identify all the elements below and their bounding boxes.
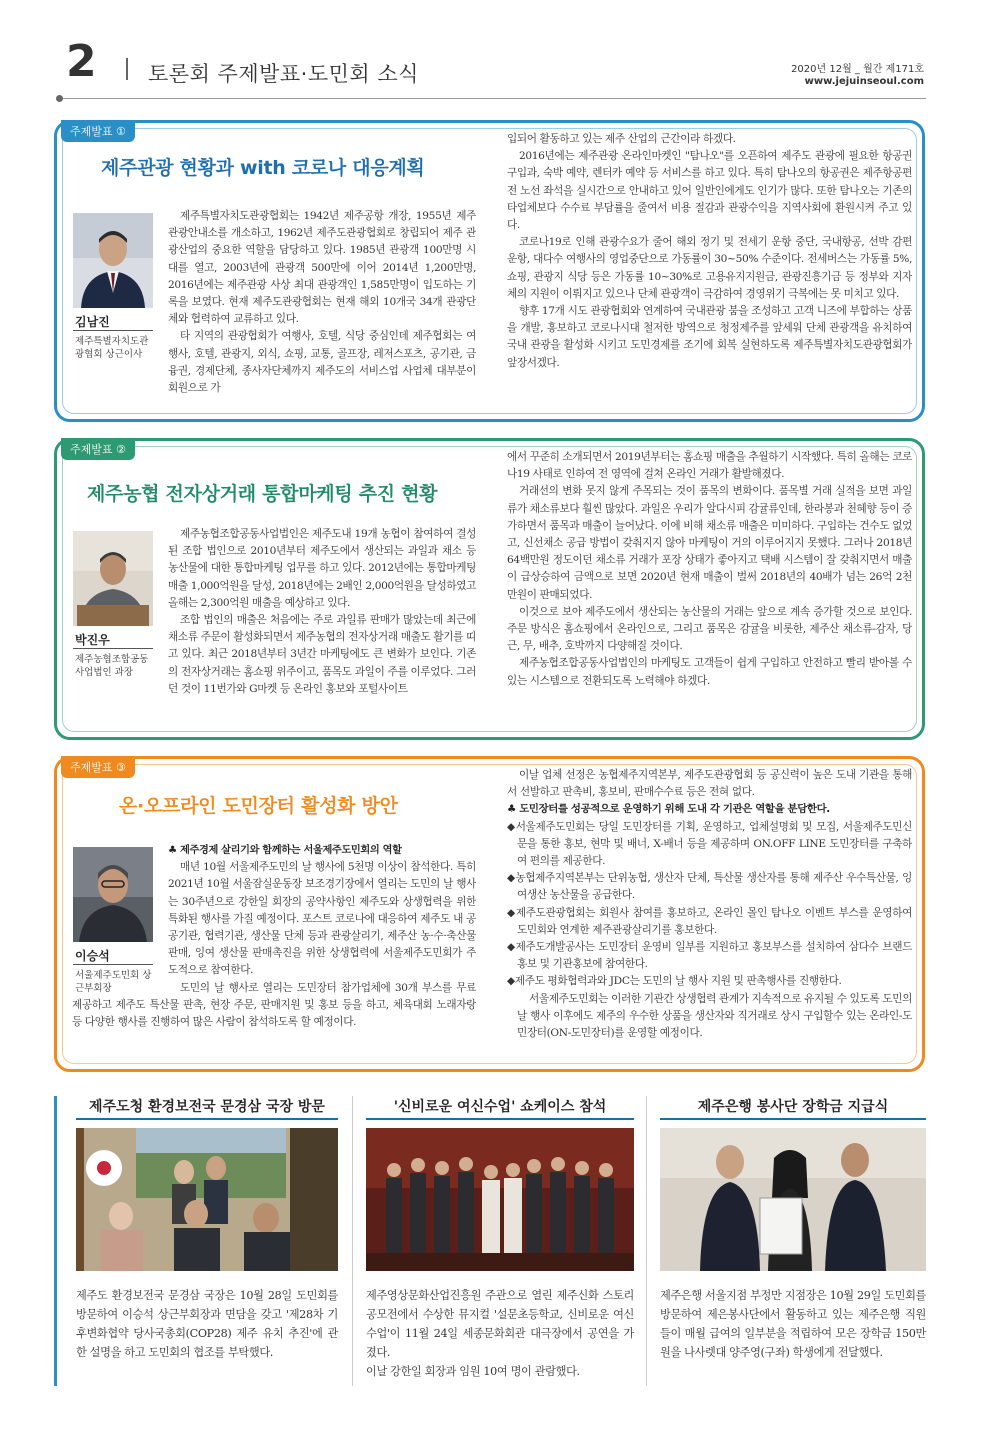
topic3-left-text-wrap — [72, 842, 476, 1064]
paragraph: 이날 업체 선정은 농협제주지역본부, 제주도관광협회 등 공신력이 높은 도내 기관을 통해서 선발하고 판촉비, 홍보비, 판매수수료 등은 전혀 없다. — [507, 769, 912, 799]
paragraph: 매년 10월 서울제주도민의 날 행사에 5천명 이상이 참석한다. 특히 2021년 10월 서울잠실운동장 보조경기장에서 열리는 도민의 날 행사는 30주년으로 강한일 회장의 공약사항인 제주도와 상생협력을 위한 특화된 행사를 가질 예정이다. 포스트 코로나에 대응하여 제주도 내 공공기관, 협력기관, 생산물 단체 등과 관광살리기, 제주산 농·수·축산물 판매, 잉여 생산물 판매촉진을 위한 상생협력에 서울제주도민회가 주도적으로 참여한다. — [168, 861, 476, 977]
paragraph: 조합 법인의 매출은 처음에는 주로 과일류 판매가 많았는데 최근에 채소류 주문이 활성화되면서 제주농협의 전자상거래 매출도 활기를 띠고 있다. 최근 2018년부터 3년간 마케팅에도 큰 변화가 보인다. 기존의 전자상거래는 홈쇼핑 위주이고, 품목도 과일이 주를 이루었다. 그러던 것이 11번가와 G마켓 등 온라인 홍보와 포털사이트 — [168, 614, 476, 695]
paragraph: 제주농협조합공동사업법인은 제주도내 19개 농협이 참여하여 결성된 조합 법인으로 2010년부터 제주도에서 생산되는 과일과 채소 등 농산물에 대한 통합마케팅 업무를 하고 있다. 2012년에는 통합마케팅 매출 1,000억원을 달성, 2018년에는 2배인 2,000억원을 달성하였고 올해는 2,300억원 매출을 예상하고 있다. — [168, 528, 476, 609]
news-photo-1 — [76, 1128, 338, 1271]
subheading: ♣ 도민장터를 성공적으로 운영하기 위해 도내 각 기관은 역할을 분담한다. — [507, 803, 830, 816]
speaker-role-2: 제주농협조합공동사업법인 과장 — [75, 654, 149, 678]
speaker-role-1: 제주특별자치도관광협회 상근이사 — [75, 336, 149, 360]
topic-title-2: 제주농협 전자상거래 통합마케팅 추진 현황 — [87, 483, 438, 505]
paragraph: 서울제주도민회는 이러한 기관간 상생협력 관계가 지속적으로 유지될 수 있도록 도민의 날 행사 이후에도 제주의 우수한 상품을 생산자와 직거래로 상시 구입할수 있는 온라인-도민장터(ON-도민장터)를 운영할 예정이다. — [517, 992, 912, 1040]
news-photo-3 — [660, 1128, 926, 1271]
paragraph: 향후 17개 시도 관광협회와 연계하여 국내관광 붐을 조성하고 고객 니즈에 부합하는 상품을 개발, 홍보하고 코로나시대 철저한 방역으로 청정제주를 앞세워 단체 관광객을 유치하여 국내 관광을 활성화 시키고 도민경제를 조기에 회복 실현하도록 제주특별자치도관광협회가 앞장서겠다. — [507, 305, 912, 369]
news-text-3: 제주은행 서울지점 부정만 지점장은 10월 29일 도민회를 방문하여 제은봉사단에서 활동하고 있는 제주은행 직원들이 매월 급여의 일부분을 적립하여 모은 장학금 150만원을 나사렛대 양주영(구좌) 학생에게 전달했다. — [660, 1289, 926, 1359]
topic-title-1: 제주관광 현황과 with 코로나 대응계획 — [101, 157, 425, 179]
paragraph: 2016년에는 제주관광 온라인마켓인 "탐나오"를 오픈하여 제주도 관광에 필요한 항공권 구입과, 숙박 예약, 렌터카 예약 등 서비스를 하고 있다. 특히 탐나오의 항공권은 제주항공편 전 노선 좌석을 실시간으로 안내하고 있어 일반인에게도 인기가 많다. 또한 탐나오는 기존의 타업체보다 수수료 부담률을 줄여서 비용 절감과 관광수익을 지역사회에 환원시켜 주고 있다. — [507, 150, 912, 232]
topic2-left-text-wrap — [72, 526, 476, 732]
speaker-role-3: 서울제주도민회 상근부회장 — [75, 970, 152, 994]
paragraph: 제주농협조합공동사업법인의 마케팅도 고객들이 쉽게 구입하고 안전하고 빨리 받아볼 수 있는 시스템으로 전환되도록 노력해야 하겠다. — [507, 657, 912, 687]
issue-info: 2020년 12월 _ 월간 제171호 — [791, 64, 924, 75]
website-url[interactable]: www.jejuinseoul.com — [804, 76, 924, 87]
topic1-left-text-wrap — [72, 208, 476, 414]
news-text-2 — [366, 1286, 634, 1381]
topic2-right-column — [507, 449, 912, 739]
header-divider — [126, 58, 128, 80]
news-left-accent — [54, 1096, 57, 1386]
list-item: ◆제주도 평화협력과와 JDC는 도민의 날 행사 지원 및 판촉행사를 진행한다. — [507, 975, 842, 988]
news-photo-2 — [366, 1128, 634, 1271]
list-item: ◆서울제주도민회는 당일 도민장터를 기획, 운영하고, 업체설명회 및 모집, 서울제주도민신문을 통한 홍보, 현막 및 배너, X-배너 등을 제공하며 ON.OFF LINE 도민장터를 구축하여 편의를 제공한다. — [507, 820, 912, 868]
paragraph: 입되어 활동하고 있는 제주 산업의 근간이라 하겠다. — [507, 133, 736, 145]
header-dot — [56, 95, 63, 102]
news-title-2: '신비로운 여신수업' 쇼케이스 참석 — [393, 1099, 607, 1115]
news-title-1: 제주도청 환경보전국 문경삼 국장 방문 — [89, 1099, 325, 1115]
paragraph: 제주특별자치도관광협회는 1942년 제주공항 개장, 1955년 제주관광안내소를 개소하고, 1962년 제주도관광협회로 창립되어 제주 관광산업의 중요한 역할을 담당하고 있다. 1985년 관광객 100만명 시대를 열고, 2003년에 관광객 500만에 이어 2014년 1,200만명, 2016년에는 제주관광 사상 최대 관광객인 1,585만명이 입도하는 기록을 보였다. 현재 제주도관광협회는 현재 해외 10개국 34개 관광단체와 협력하여 교류하고 있다. — [168, 210, 476, 326]
speaker-name-1: 김남진 — [75, 315, 110, 329]
paragraph: 에서 꾸준히 소개되면서 2019년부터는 홈쇼핑 매출을 추월하기 시작했다. 특히 올해는 코로나19 사태로 인하여 전 영역에 걸쳐 온라인 거래가 활발해졌다. — [507, 451, 912, 481]
news-text-2-body: 제주영상문화산업진흥원 주관으로 열린 제주신화 스토리 공모전에서 수상한 뮤지컬 '설문초등학교, 신비로운 여신수업'이 11월 24일 세종문화회관 대극장에서 공연을 가졌다. 이날 강한일 회장과 임원 10여 명이 관람했다. — [366, 1289, 634, 1378]
section-title: 토론회 주제발표·도민회 소식 — [148, 62, 419, 86]
speaker-name-2: 박진우 — [75, 633, 110, 647]
page-number: 2 — [66, 36, 97, 87]
topic3-right-column — [507, 767, 912, 1067]
paragraph: 거래선의 변화 못지 않게 주목되는 것이 품목의 변화이다. 품목별 거래 실적을 보면 과일류가 채소류보다 훨씬 많았다. 과일은 우리가 알다시피 감귤류인데, 한라봉과 천혜향 등이 증가하면서 품목과 매출이 늘어났다. 이에 비해 채소류 매출은 미미하다. 구입하는 건수도 없었고, 신선채소 공급 방법이 갖춰지지 않아 마케팅이 거의 이루어지지 못했다. 그러나 2018년 64백만원 정도이던 채소류 거래가 포장 상태가 좋아지고 택배 시스템이 잘 갖춰지면서 매출이 급상승하여 금액으로 보면 2020년 현재 매출이 벌써 2018년의 40배가 넘는 26억 2천만원이 판매되었다. — [507, 485, 912, 601]
topic-title-3: 온·오프라인 도민장터 활성화 방안 — [119, 795, 398, 817]
header-rule — [60, 98, 926, 99]
list-item: ◆제주도관광협회는 회원사 참여를 홍보하고, 온라인 몰인 탐나오 이벤트 부스를 운영하여 도민회와 연계한 제주관광살리기를 홍보한다. — [507, 906, 912, 936]
news-title-3: 제주은행 봉사단 장학금 지급식 — [697, 1099, 889, 1115]
paragraph: 코로나19로 인해 관광수요가 줄어 해외 정기 및 전세기 운항 중단, 국내항공, 선박 감편 운항, 대다수 여행사의 영업중단으로 가동률이 30~50% 수준이다. 전세버스는 가동률 5%, 쇼핑, 관광지 식당 등은 가동률 10~30%로 고용유지지원금, 관광진흥기금 등 정부와 지자체의 지원이 이뤄지고 있으나 단체 관광객이 극감하여 경영위기 극복에는 못 미치고 있다. — [507, 236, 912, 300]
speaker-name-3: 이승석 — [75, 949, 110, 963]
topic-tag-3: 주제발표 ③ — [61, 756, 135, 778]
list-item: ◆농협제주지역본부는 단위농협, 생산자 단체, 특산물 생산자를 통해 제주산 우수특산물, 잉여생산 농산물을 공급한다. — [507, 872, 912, 902]
list-item: ◆제주도개발공사는 도민장터 운영비 일부를 지원하고 홍보부스를 설치하여 삼다수 브랜드 홍보 및 기관홍보에 참여한다. — [507, 941, 912, 971]
topic1-right-column — [507, 131, 912, 421]
paragraph: 타 지역의 관광협회가 여행사, 호텔, 식당 중심인데 제주협회는 여행사, 호텔, 관광지, 외식, 쇼핑, 교통, 골프장, 레저스포츠, 공기관, 금융권, 경제단체, 종사자단체까지 제주도의 서비스업 사업체 대부분이 회원으로 가 — [168, 330, 476, 395]
news-text-1: 제주도 환경보전국 문경삼 국장은 10월 28일 도민회를 방문하여 이승석 상근부회장과 면담을 갖고 '제28차 기후변화협약 당사국총회(COP28) 제주 유치 추진'에 관한 설명을 하고 도민회의 협조를 부탁했다. — [76, 1289, 338, 1359]
topic-tag-2: 주제발표 ② — [61, 438, 135, 460]
paragraph: 이것으로 보아 제주도에서 생산되는 농산물의 거래는 앞으로 계속 증가할 것으로 보인다. 주문 방식은 홈쇼핑에서 온라인으로, 그리고 품목은 감귤을 비롯한, 제주산 채소류-감자, 당근, 무, 배추, 호박까지 다양해질 것이다. — [507, 605, 912, 653]
subheading: ♣ 제주경제 살리기와 함께하는 서울제주도민회의 역할 — [168, 845, 402, 856]
paragraph: 도민의 날 행사로 열리는 도민장터 참가업체에 30개 부스를 무료 제공하고 제주도 특산물 판촉, 현장 주문, 판매지원 및 홍보 등을 하고, 체육대회 노래자랑 등 다양한 행사를 진행하여 많은 사람이 참석하도록 할 예정이다. — [72, 981, 476, 1029]
topic-tag-1: 주제발표 ① — [61, 120, 135, 142]
